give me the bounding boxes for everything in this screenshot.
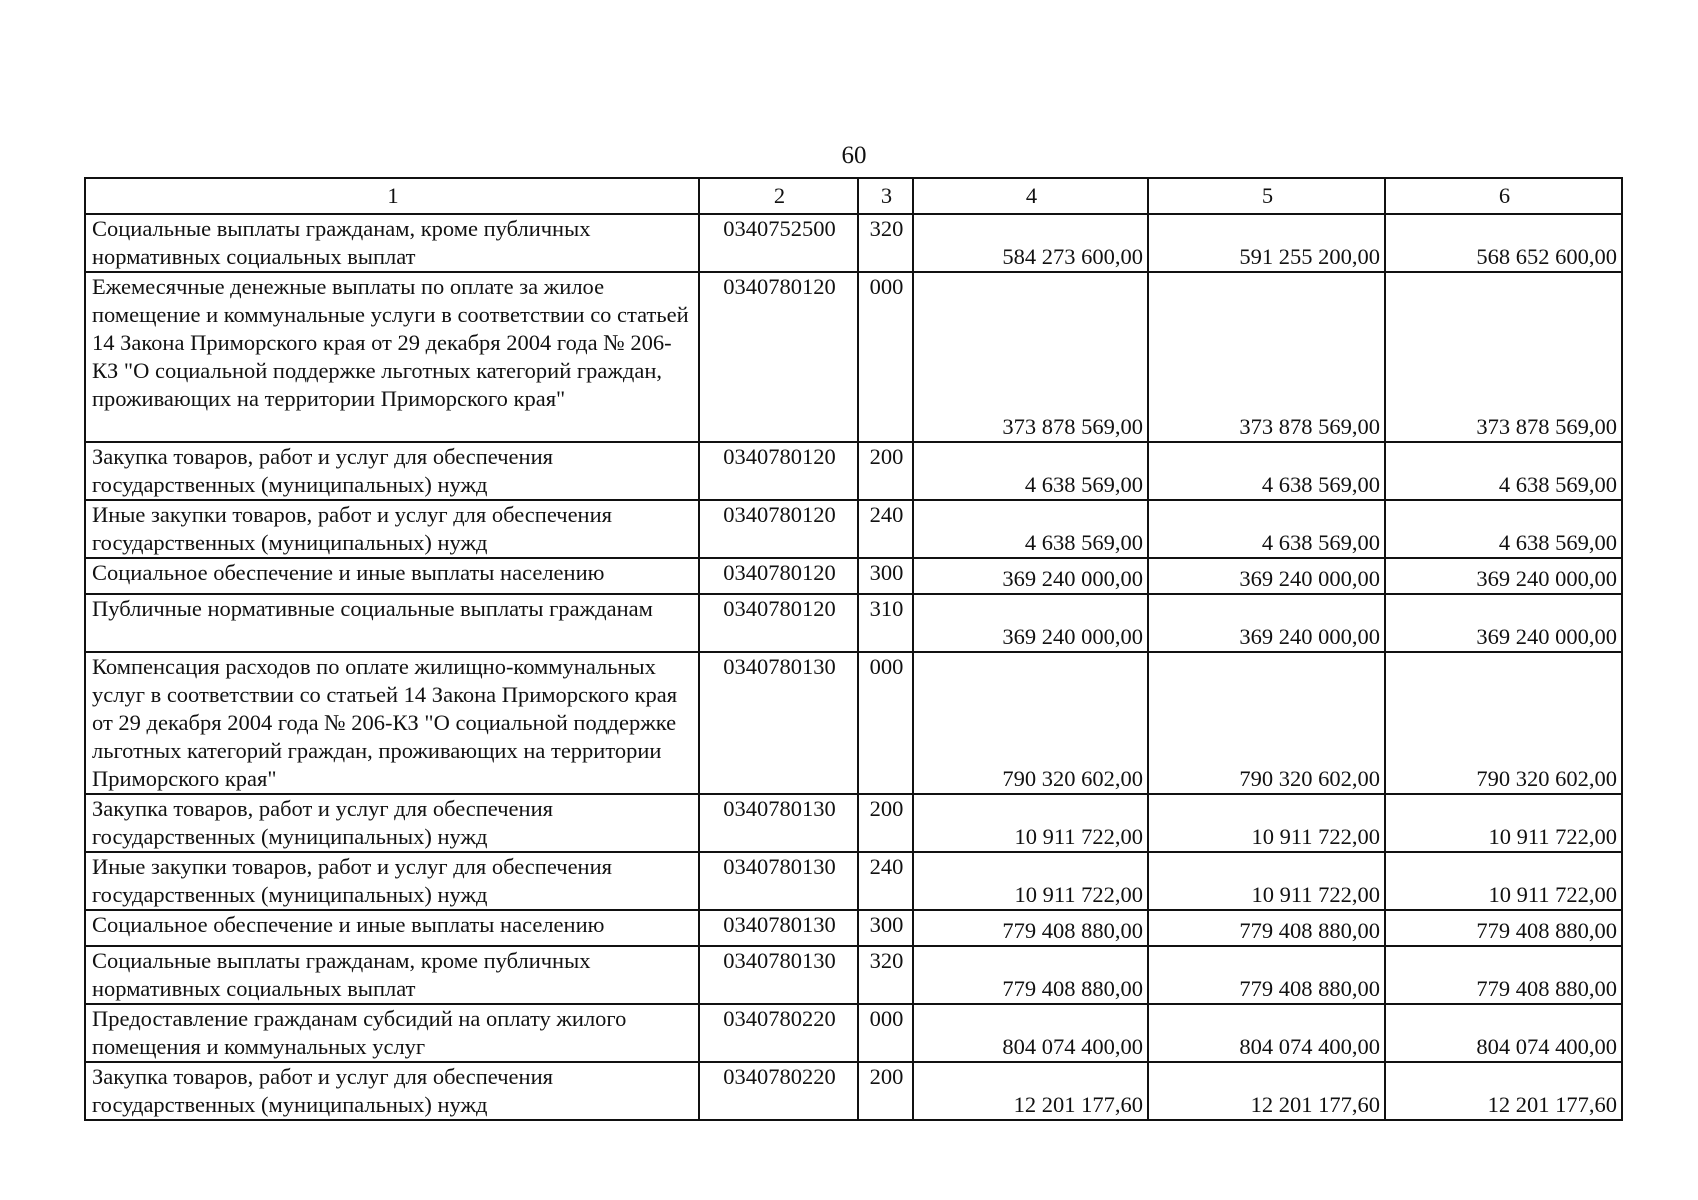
row-kind: 240 (858, 852, 913, 910)
row-name: Социальные выплаты гражданам, кроме публичных нормативных социальных выплат (85, 946, 699, 1004)
row-value-3: 4 638 569,00 (1385, 442, 1622, 500)
row-name: Закупка товаров, работ и услуг для обеспечения государственных (муниципальных) нужд (85, 442, 699, 500)
row-code: 0340780120 (699, 594, 858, 652)
row-value-2: 790 320 602,00 (1148, 652, 1385, 794)
row-name: Предоставление гражданам субсидий на оплату жилого помещения и коммунальных услуг (85, 1004, 699, 1062)
row-name: Закупка товаров, работ и услуг для обеспечения государственных (муниципальных) нужд (85, 794, 699, 852)
table-row (85, 272, 1622, 442)
row-value-1: 779 408 880,00 (913, 946, 1148, 1004)
row-kind: 310 (858, 594, 913, 652)
row-value-3: 790 320 602,00 (1385, 652, 1622, 794)
row-code: 0340780120 (699, 500, 858, 558)
row-value-2: 779 408 880,00 (1148, 910, 1385, 946)
row-code: 0340780130 (699, 652, 858, 794)
row-value-2: 373 878 569,00 (1148, 272, 1385, 442)
row-name: Компенсация расходов по оплате жилищно-коммунальных услуг в соответствии со статьей 14 Закона Приморского края от 29 декабря 2004 года № 206-КЗ "О социальной поддержке льготных категорий граждан, проживающих на территории Приморского края" (85, 652, 699, 794)
row-kind: 000 (858, 1004, 913, 1062)
row-value-2: 4 638 569,00 (1148, 442, 1385, 500)
page-number: 60 (841, 142, 867, 169)
row-code: 0340780130 (699, 946, 858, 1004)
row-code: 0340780120 (699, 558, 858, 594)
row-value-2: 779 408 880,00 (1148, 946, 1385, 1004)
row-name: Социальные выплаты гражданам, кроме публичных нормативных социальных выплат (85, 214, 699, 272)
column-header: 4 (913, 178, 1148, 214)
row-kind: 200 (858, 1062, 913, 1120)
row-value-2: 4 638 569,00 (1148, 500, 1385, 558)
row-kind: 200 (858, 794, 913, 852)
table-row (85, 910, 1622, 946)
row-value-3: 10 911 722,00 (1385, 794, 1622, 852)
table-header-row (85, 178, 1622, 214)
row-kind: 000 (858, 272, 913, 442)
row-value-3: 10 911 722,00 (1385, 852, 1622, 910)
row-value-2: 591 255 200,00 (1148, 214, 1385, 272)
row-value-1: 779 408 880,00 (913, 910, 1148, 946)
row-kind: 320 (858, 214, 913, 272)
row-code: 0340780130 (699, 794, 858, 852)
table-row (85, 946, 1622, 1004)
row-value-3: 369 240 000,00 (1385, 558, 1622, 594)
column-header: 6 (1385, 178, 1622, 214)
row-value-3: 369 240 000,00 (1385, 594, 1622, 652)
table-row (85, 594, 1622, 652)
row-name: Социальное обеспечение и иные выплаты населению (85, 910, 699, 946)
row-code: 0340780120 (699, 442, 858, 500)
row-code: 0340752500 (699, 214, 858, 272)
row-code: 0340780220 (699, 1062, 858, 1120)
row-value-2: 12 201 177,60 (1148, 1062, 1385, 1120)
row-value-3: 779 408 880,00 (1385, 946, 1622, 1004)
row-name: Закупка товаров, работ и услуг для обеспечения государственных (муниципальных) нужд (85, 1062, 699, 1120)
row-value-1: 10 911 722,00 (913, 852, 1148, 910)
row-code: 0340780130 (699, 852, 858, 910)
row-name: Публичные нормативные социальные выплаты гражданам (85, 594, 699, 652)
row-value-1: 790 320 602,00 (913, 652, 1148, 794)
table-row (85, 500, 1622, 558)
row-kind: 300 (858, 558, 913, 594)
row-value-3: 4 638 569,00 (1385, 500, 1622, 558)
table-row (85, 442, 1622, 500)
table-row (85, 1004, 1622, 1062)
row-value-1: 12 201 177,60 (913, 1062, 1148, 1120)
row-value-2: 804 074 400,00 (1148, 1004, 1385, 1062)
row-name: Социальное обеспечение и иные выплаты населению (85, 558, 699, 594)
row-value-1: 4 638 569,00 (913, 442, 1148, 500)
row-code: 0340780130 (699, 910, 858, 946)
row-value-3: 779 408 880,00 (1385, 910, 1622, 946)
row-value-1: 584 273 600,00 (913, 214, 1148, 272)
row-value-1: 369 240 000,00 (913, 594, 1148, 652)
column-header: 2 (699, 178, 858, 214)
table-row (85, 652, 1622, 794)
row-kind: 000 (858, 652, 913, 794)
row-code: 0340780120 (699, 272, 858, 442)
row-value-2: 369 240 000,00 (1148, 594, 1385, 652)
column-header: 5 (1148, 178, 1385, 214)
row-value-2: 10 911 722,00 (1148, 852, 1385, 910)
row-value-3: 804 074 400,00 (1385, 1004, 1622, 1062)
row-value-3: 373 878 569,00 (1385, 272, 1622, 442)
row-value-1: 373 878 569,00 (913, 272, 1148, 442)
row-kind: 240 (858, 500, 913, 558)
row-kind: 200 (858, 442, 913, 500)
table-row (85, 1062, 1622, 1120)
row-kind: 320 (858, 946, 913, 1004)
column-header: 3 (858, 178, 913, 214)
row-value-1: 804 074 400,00 (913, 1004, 1148, 1062)
row-value-3: 12 201 177,60 (1385, 1062, 1622, 1120)
row-value-2: 369 240 000,00 (1148, 558, 1385, 594)
row-code: 0340780220 (699, 1004, 858, 1062)
budget-table (84, 177, 1623, 1121)
row-value-1: 10 911 722,00 (913, 794, 1148, 852)
row-kind: 300 (858, 910, 913, 946)
row-value-2: 10 911 722,00 (1148, 794, 1385, 852)
table-row (85, 794, 1622, 852)
column-header: 1 (85, 178, 699, 214)
row-name: Ежемесячные денежные выплаты по оплате за жилое помещение и коммунальные услуги в соответствии со статьей 14 Закона Приморского края от 29 декабря 2004 года № 206-КЗ "О социальной поддержке льготных категорий граждан, проживающих на территории Приморского края" (85, 272, 699, 442)
row-name: Иные закупки товаров, работ и услуг для обеспечения государственных (муниципальных) нужд (85, 500, 699, 558)
table-row (85, 852, 1622, 910)
row-value-1: 4 638 569,00 (913, 500, 1148, 558)
row-name: Иные закупки товаров, работ и услуг для обеспечения государственных (муниципальных) нужд (85, 852, 699, 910)
table-row (85, 214, 1622, 272)
row-value-1: 369 240 000,00 (913, 558, 1148, 594)
table-row (85, 558, 1622, 594)
row-value-3: 568 652 600,00 (1385, 214, 1622, 272)
